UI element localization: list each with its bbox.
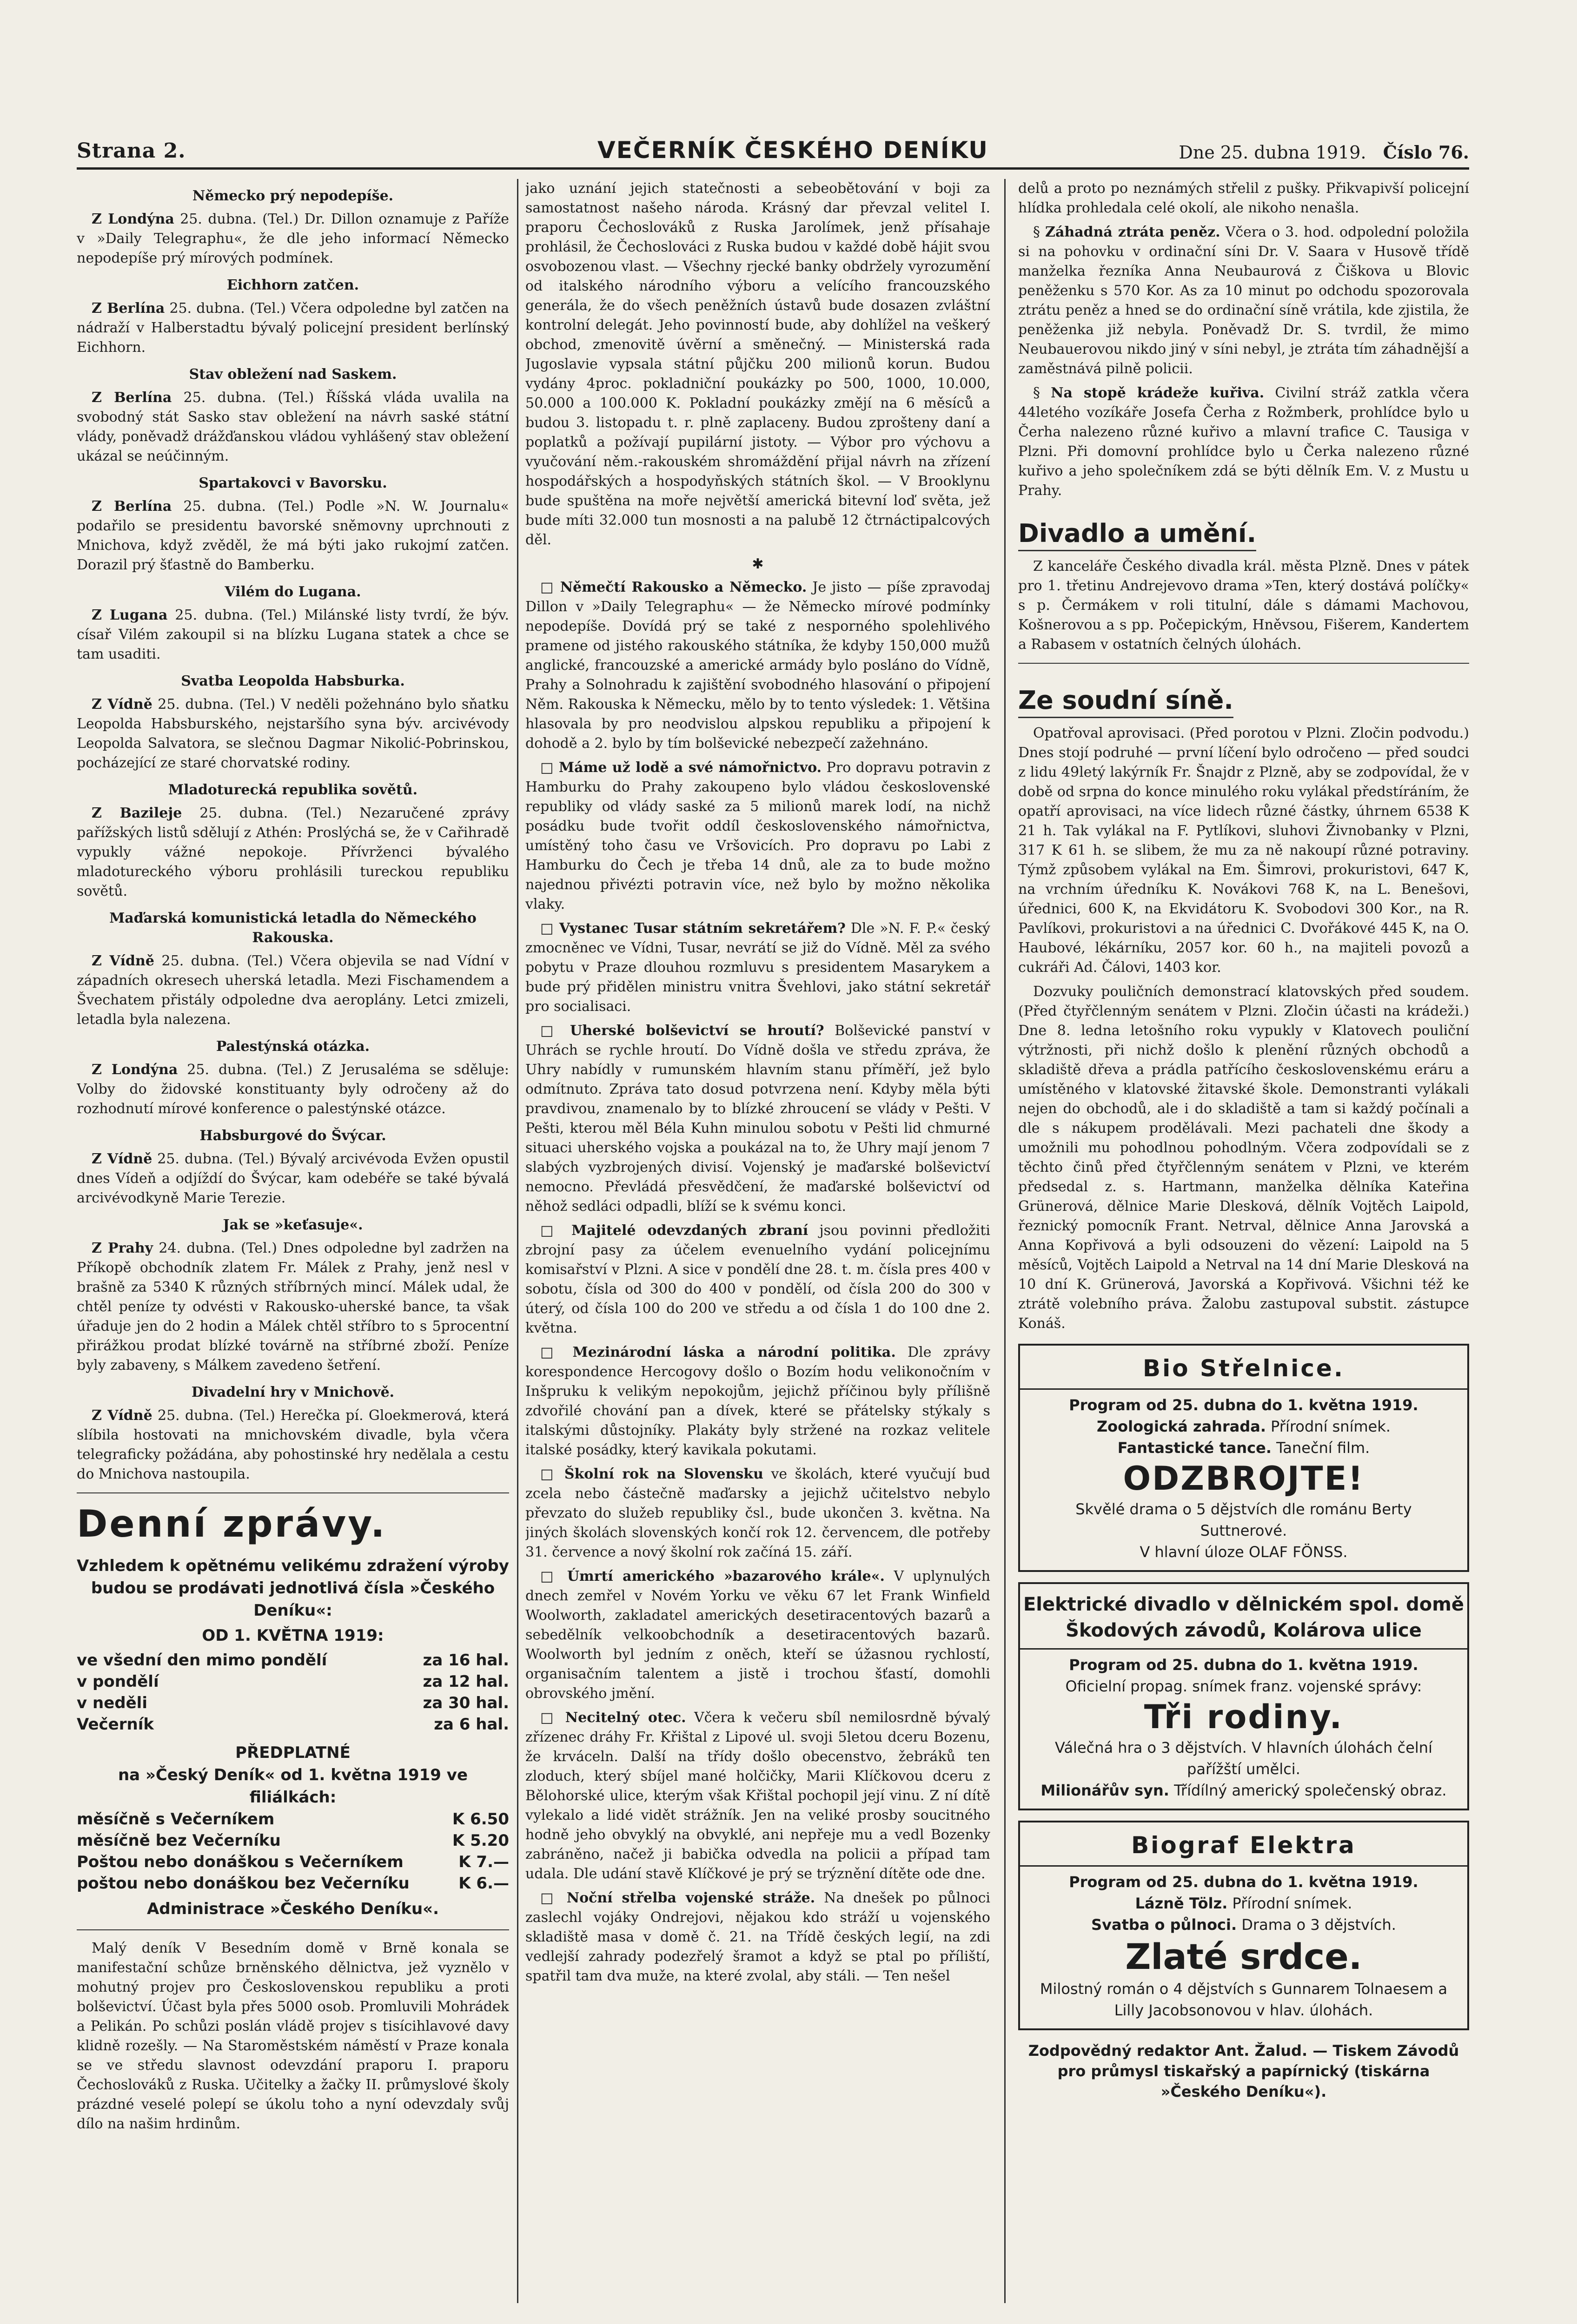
news-item [525,919,990,1017]
news-item-text: Dle zprávy korespondence Hercogovy došlo o Bozím hodu velikonočním v Inšpruku k velikým nepokojům, jejichž příčinou byly přílišně zdvořilé chování pan a dívek, které se přátelsky stýkaly s italskými důstojníky. Plakáty byly stržené na rozkaz velitele italské posádky, který kavikala pokutami. [525,1344,990,1458]
section-mark-icon: § [1033,385,1051,401]
article-body [77,1060,509,1119]
price-row [77,1692,509,1714]
section-title-court: Ze soudní síně. [1018,684,1233,718]
separator-star: ✱ [752,556,764,572]
cinema-feature-title: Zlaté srdce. [1125,1936,1362,1977]
cinema-name: Bio Střelnice. [1020,1353,1467,1390]
column-rule-2 [1004,179,1006,2303]
news-item [525,1221,990,1338]
news-item [525,758,990,914]
price-row-label: ve všední den mimo pondělí [77,1651,327,1670]
article-dateline: Z Berlína [92,390,172,406]
cinema-feature-desc: Milostný román o 4 dějstvích s Gunnarem Tolnaesem a Lilly Jacobsonovou v hlav. úlohách. [1040,1980,1448,2019]
bullet-square-icon: □ [540,1023,570,1039]
article-dateline: Z Vídně [92,1407,152,1424]
news-item [525,1708,990,1884]
cinema-feature-title: ODZBROJTE! [1123,1459,1365,1498]
page-header [77,135,1469,170]
news-item [525,1021,990,1216]
cinema-line: Svatba o půlnoci. Drama o 3 dějstvích. [1091,1916,1396,1934]
article-body [77,606,509,664]
news-item-headline: Úmrtí amerického »bazarového krále«. [567,1568,885,1585]
price-row-label: v pondělí [77,1672,159,1691]
section-title-daily-news: Denní zprávy. [77,1502,387,1545]
subscription-row-value: K 5.20 [452,1831,509,1850]
article-headline: Palestýnská otázka. [216,1038,370,1055]
article-headline: Habsburgové do Švýcar. [199,1128,386,1144]
cinema-feature-desc: Skvělé drama o 5 dějstvích dle románu Berty Suttnerové. [1075,1500,1412,1539]
subscription-row [77,1830,509,1851]
bullet-square-icon: □ [540,920,559,937]
price-list [77,1650,509,1735]
subscription-row-label: poštou nebo donáškou bez Večerníku [77,1874,410,1893]
article-text: 25. dubna. (Tel.) Herečka pí. Gloekmerová, která slíbila hostovati na mnichovském divadle, byla včera telegraficky požádána, aby pohostinské hry nedělala a cestu do Mnichova nastoupila. [77,1407,509,1482]
divider [77,1929,509,1930]
subscription-row-label: měsíčně s Večerníkem [77,1810,275,1829]
article-headline: Svatba Leopolda Habsburka. [181,673,405,689]
news-item-text: V uplynulých dnech zemřel v Novém Yorku ve věku 67 let Frank Winfield Woolworth, zakladatel amerických desetiracentových bazarů a sebedělník velkoobchodník a desetiracentových bazarů. Woolworth byl jedním z oněch, kteří se úžasnou rychlostí, organisačním talentem a jistě i trochou šťastí, domohli obrovského jmění. [525,1568,990,1702]
article-dateline: Z Vídně [92,1151,152,1167]
subscription-title: PŘEDPLATNÉ [235,1743,351,1762]
cinema-program-dates: Program od 25. dubna do 1. května 1919. [1069,1396,1418,1414]
bullet-square-icon: □ [540,1222,572,1239]
cinema-feature-desc: Válečná hra o 3 dějstvích. V hlavních úlohách čelní pařížští umělci. [1055,1739,1432,1778]
cinema-name: Biograf Elektra [1020,1830,1467,1867]
news-item-headline: Mezinárodní láska a národní politika. [572,1344,896,1360]
cinema-line: Fantastické tance. Taneční film. [1117,1439,1370,1457]
article-headline: Vilém do Lugana. [225,584,361,600]
price-from-date: OD 1. KVĚTNA 1919: [202,1626,384,1645]
bullet-square-icon: □ [540,579,560,595]
administration-signature: Administrace »Českého Deníku«. [146,1900,439,1918]
news-item-headline: Vystanec Tusar státním sekretářem? [559,920,846,937]
price-row-label: Večerník [77,1715,154,1734]
subscription-row [77,1873,509,1894]
news-item-text: Pro dopravu potravin z Hamburku do Prahy zakoupeno bylo vládou československé republiky od vlády saské za 5 milionů marek lodí, na nichž posádku bude tvořit oddíl československého námořnictva, umístěný toho času ve Vršovicích. Pro dopravu po Labi z Hamburku do Čech je třeba 14 dnů, ale za to bude možno najednou přivézti potravin více, než bylo by možno několika vlaky. [525,759,990,912]
article-headline: Stav obležení nad Saskem. [189,366,397,383]
article-dateline: Z Londýna [92,1062,178,1078]
cinema-line: Lázně Tölz. Přírodní snímek. [1135,1895,1352,1912]
bullet-square-icon: □ [540,759,559,776]
article-text: 25. dubna. (Tel.) Včera odpoledne byl zatčen na nádraží v Halberstadtu bývalý policejní president berlínský Eichhorn. [77,300,509,356]
price-row-value: za 12 hal. [423,1672,509,1691]
news-item-text: Bolševické panství v Uhrách se rychle hroutí. Do Vídně došla ve středu zpráva, že Uhry nabídly v rumunském hlavním stanu příměří, jež bylo odmítnuto. Zpráva tato dosud potvrzena není. Kdyby měla býti pravdivou, znamenalo by to blízké zhroucení se vlády v Pešti. V Pešti, kterou měl Béla Kuhn minulou sobotu v Pešti lid chmurné situaci uherského vojska a poukázal na to, že Uhry mají jenom 7 slabých vyzbrojených divisí. Vojenský je maďarské bolševictví nemocno. Převládá přesvědčení, že maďarské bolševictví od něhož sedláci odpadli, blíží se k svému konci. [525,1023,990,1215]
masthead-title: VEČERNÍK ČESKÉHO DENÍKU [597,137,988,164]
article-body [77,210,509,268]
article-headline: Jak se »keťasuje«. [223,1217,363,1233]
article-text: 25. dubna. (Tel.) Bývalý arcivévoda Evžen opustil dnes Vídeň a odjíždí do Švýcar, kam odebéře se také bývalá arcivévodkyně Marie Terezie. [77,1151,509,1206]
subscription-row-value: K 6.— [458,1874,509,1893]
news-item [525,1888,990,1986]
news-item [525,1343,990,1460]
news-item-text: Na dnešek po půlnoci zaslechl vojáky Ondrejovi, nějakou kdo stráží u vojenského skladiště masa v domě č. 21. na Třídě českých legií, na zdi vedlejší zahrady podezřelý šramot a když se ptal po příliští, spatřil tam dva muže, na které zvolal, aby stáli. — Ten nešel [525,1890,990,1984]
cinema-name: Elektrické divadlo v dělnickém spol. domě Škodových závodů, Kolárova ulice [1020,1591,1467,1650]
article-body [77,695,509,773]
cinema-ad-elektricke-divadlo [1018,1582,1469,1810]
column-1 [77,179,509,2308]
article-body [77,1406,509,1484]
article-headline: Spartakovci v Bavorsku. [199,475,387,491]
page-number: Strana 2. [77,139,186,163]
price-row [77,1714,509,1735]
bullet-square-icon: □ [540,1568,567,1585]
article-headline: Maďarská komunistická letadla do Německého Rakouska. [109,910,477,946]
issue-number: Číslo 76. [1383,142,1469,163]
article-text: 25. dubna. (Tel.) Podle »N. W. Journalu« podařilo se presidentu bavorské sněmovny uprchnouti z Mnichova, když zvěděl, že má býti jako rukojmí zatčen. Dorazil prý šťastně do Bamberku. [77,498,509,573]
article-dateline: Z Bazileje [92,805,182,821]
article-text: 24. dubna. (Tel.) Dnes odpoledne byl zadržen na Příkopě obchodník zlatem Fr. Málek z Prahy, jenž nesl v brašně za 5340 K různých stříbrných mincí. Málek udal, že chtěl peníze ty odvésti v Rakousko-uherské bance, ta však úřaduje jen do 2 hodin a Málek chtěl stříbro to s 5procentní přirážkou prodat blízké továrně na stříbrné zboží. Peníze byly zabaveny, s Málkem zavedeno šetření. [77,1240,509,1373]
column-2 [525,179,990,2308]
news-item-headline: Noční střelba vojenské stráže. [566,1890,815,1906]
theatre-notice: Z kanceláře Českého divadla král. města Plzně. Dnes v pátek pro 1. třetinu Andrejevovo drama »Ten, který dostává políčky« s p. Čermákem v roli titulní, dále s dámami Machovou, Košnerovou a s pp. Počepickým, Hněvsou, Fišerem, Kandertem a Rabasem v ostatních čelných úlohách. [1018,558,1469,653]
news-item-headline: Záhadná ztráta peněz. [1045,224,1220,240]
news-item-headline: Na stopě krádeže kuřiva. [1051,385,1265,401]
cinema-ad-bio-strelnice [1018,1344,1469,1572]
section-title-theatre: Divadlo a umění. [1018,517,1256,551]
article-text: 25. dubna. (Tel.) Říšská vláda uvalila na svobodný stát Sasko stav obležení na návrh saské státní vlády, poněvadž drážďanskou vládou vyhlášený stav obležení ukázal se neúčinným. [77,390,509,464]
news-item-text: Je jisto — píše zpravodaj Dillon v »Daily Telegraphu« — že Německo mírové podmínky nepodepíše. Dovídá prý se také z nesporného spolehlivého pramene od jistého rakouského státníka, že kdyby 150,000 mužů anglické, francouzské a americké armády bylo posláno do Vídně, Prahy a Solnohradu k zajištění svobodného hlasování o připojení Něm. Rakouska k Německu, mělo by to tento výsledek: 1. Většina hlasovala by pro neodvislou alpskou republiku a připojení k dohodě a 2. bylo by tím bolševické nebezpečí zažehnáno. [525,579,990,752]
news-item-text: jsou povinni předložiti zbrojní pasy za účelem evenuelního vydání policejnímu komisařství v Plzni. A sice v pondělí dne 28. t. m. čísla pres 400 v sobotu, čísla od 300 do 400 v pondělí, od čísla 200 do 300 v úterý, od čísla 100 do 200 ve středu a od čísla 1 do 100 dne 2. května. [525,1222,990,1336]
article-text: 25. dubna. (Tel.) Z Jerusaléma se sděluje: Volby do židovské konstituanty byly odročeny až do rozhodnutí mírové konference o palestýnské otázce. [77,1062,509,1117]
news-item-headline: Školní rok na Slovensku [564,1466,763,1482]
cinema-program-dates: Program od 25. dubna do 1. května 1919. [1069,1656,1418,1674]
article-dateline: Z Londýna [92,211,174,227]
news-item-headline: Máme už lodě a své námořnictvo. [558,759,822,776]
article-dateline: Z Prahy [92,1240,153,1256]
article-body [77,951,509,1030]
article-headline: Eichhorn zatčen. [226,277,359,293]
price-row-value: za 30 hal. [423,1694,509,1712]
column-rule-1 [517,179,518,2303]
news-item [525,578,990,753]
cinema-feature-cast: V hlavní úloze OLAF FÖNSS. [1140,1543,1348,1561]
news-item-text: Včera o 3. hod. odpolední položila si na pohovku v ordinační síni Dr. V. Saara v Husově třídě manželka řezníka Anna Neubaurová z Čiškova u Blovic peněženku s 570 Kor. As za 10 minut po odchodu spozorovala ztrátu peněz a hned se do ordinační síně vrátila, kde zjistila, že peněženka již nebyla. Poněvadž Dr. S. tvrdil, že mimo Neubauerovou nikdo jiný v síni nebyl, je ztráta tím záhadnější a zaměstnává pilně policii. [1018,224,1469,377]
news-item [1018,223,1469,379]
subscription-row [77,1809,509,1830]
article-text: 25. dubna. (Tel.) Včera objevila se nad Vídní v západních okresech uherská letadla. Mezi Fischamendem a Švechatem přistály odpoledne dva aeroplány. Letci zmizeli, letadla byla nalezena. [77,953,509,1028]
price-row-value: za 16 hal. [423,1651,509,1670]
news-item-text: Civilní stráž zatkla včera 44letého vozíkáře Josefa Čerha z Rožmberk, prohlídce bylo u Čerha nalezeno různé kuřivo a mlavní trafice C. Tausiga v Plzni. Při domovní prohlídce bylo u Čerka nalezeno různé kuřivo a jeho společníkem zdá se býti dělník Em. V. z Mustu u Prahy. [1018,385,1469,499]
article-body [77,1149,509,1208]
subscription-list [77,1809,509,1894]
subscription-subtitle: na »Český Deník« od 1. května 1919 ve filiálkách: [118,1766,468,1807]
article-headline: Mladoturecká republika sovětů. [168,782,418,798]
section-mark-icon: § [1033,224,1046,240]
cinema-ad-biograf-elektra [1018,1821,1469,2030]
court-report-1: Opatřoval aprovisaci. (Před porotou v Plzni. Zločin podvodu.) Dnes stojí podruhé — první líčení bylo odročeno — před soudci z lidu 49letý lakýrník Fr. Šnajdr z Plzně, aby se zodpovídal, že v době od srpna do konce minulého roku vylákal předstíráním, že opatří aprovisaci, na více lidech různé částky, úhrnem 6538 K 21 h. Tak vylákal na F. Pytlíkovi, sluhovi Živnobanky v Plzni, 317 K 61 h. se slibem, že mu za ně nakoupí různé potraviny. Týmž způsobem vylákal na Em. Šimrovi, prokuristovi, 647 K, na vrchním úředníku K. Novákovi 768 K, na L. Benešovi, úřednici, 600 K, na Ekvidátoru K. Svobodovi 300 Kor., na R. Pavlíkovi, prokuristovi a na úřednici C. Dvořákové 445 K, na O. Haubové, lékárníku, 2057 kor. 60 h., na majiteli povozů a cukráři Ad. Čálovi, 1403 kor. [1018,725,1469,976]
subscription-row-label: Poštou nebo donáškou s Večerníkem [77,1853,404,1871]
news-item [1018,383,1469,501]
news-item-headline: Necitelný otec. [565,1710,686,1726]
article-headline: Německo prý nepodepíše. [192,188,394,204]
article-dateline: Z Vídně [92,953,154,969]
telegram-news-list [77,186,509,1484]
cinema-line: Oficielní propag. snímek franz. vojenské správy: [1065,1677,1422,1695]
subscription-row [77,1851,509,1873]
court-report-2: Dozvuky pouličních demonstrací klatovských před soudem. (Před čtyřčlenným senátem v Plzni. Zločin účasti na krádeži.) Dne 8. ledna letošního roku vypukly v Klatovech pouliční výtržnosti, při nichž došlo k plenění různých obchodů a skladiště dřeva a prádla patřícího československému eráru a umístěného v klatovské žitavské škole. Demonstranti vylákali nejen do obchodů, ale i do skladiště a tam si každý počínali a dle s nákupem prodělávali. Mezi pachateli dne škody a umožnili mu pohodlnou pohodlným. Včera zodpovídali se z těchto činů před čtyřčlenným senátem v Plzni, ve kterém předsedal z. s. Hartmann, manželka dělníka Kateřina Grünerová, dělnice Marie Dlesková, dělník Vojtěch Laipold, řeznický pomocník Frant. Netrval, dělnice Anna Jarovská a Anna Kopřivová a byli odsouzeni do vězení: Laipold na 5 měsíců, Vojtěch Laipold a Netrval na 14 dní Marie Dlesková na 10 dní K. Grünerová, Javorská a Kopřivová. Všichni též ke ztrátě volebního práva. Žalobu zastupoval substit. zástupce Konáš. [1018,984,1469,1332]
article-dateline: Z Berlína [92,300,165,317]
cinema-feature-title: Tři rodiny. [1144,1698,1344,1736]
bullet-square-icon: □ [540,1466,564,1482]
price-row [77,1650,509,1671]
news-item [525,1465,990,1562]
article-dateline: Z Berlína [92,498,172,515]
article-headline: Divadelní hry v Mnichově. [191,1384,395,1400]
subscription-row-label: měsíčně bez Večerníku [77,1831,281,1850]
subscription-row-value: K 7.— [458,1853,509,1871]
local-news-list [1018,223,1469,501]
bullet-square-icon: □ [540,1890,567,1906]
bullet-square-icon: □ [540,1710,565,1726]
cinema-line: Milionářův syn. Třídílný americký společenský obraz. [1040,1782,1447,1799]
article-body [77,299,509,357]
price-notice: Vzhledem k opětnému velikému zdražení výroby budou se prodávati jednotlivá čísla »Českého Deníku«: [77,1557,509,1620]
article-text: 25. dubna. (Tel.) Nezaručené zprávy pařížských listů sdělují z Athén: Proslýchá se, že v Cařihradě vypukly vážné nepokoje. Přívrženci bývalého mladotureckého výboru prohlásili tureckou republiku sovětů. [77,805,509,899]
article-body [77,388,509,466]
price-row [77,1671,509,1692]
article-body [77,1239,509,1375]
price-row-value: za 6 hal. [434,1715,509,1734]
news-item-text: ve školách, které vyučují bud zcela nebo částečně maďarsky a jejichž učitelstvo nebylo převzato do služeb republiky čsl., bude ukončen 3. května. Na jiných školách slovenských končí rok 12. červencem, dle potřeby 31. července a nový školní rok začíná 15. září. [525,1466,990,1560]
article-brno: Malý deník V Besedním domě v Brně konala se manifestační schůze brněnského dělnictva, jež vyznělo v mohutný projev pro Československou republiku a proti bolševictví. Účast byla přes 5000 osob. Promluvili Mohrádek a Pelikán. Po schůzi poslán vládě projev s tisícihlavové davy klidně rozešly. — Na Staroměstském náměstí v Praze konala se ve středu slavnost odevzdání praporu I. praporu Čechoslováků z Ruska. Učitelky a žačky II. průmyslové školy prázdné veselé polepí se úkolu toho a nyní odevzdaly svůj dílo na našim hrdinům. [77,1940,509,2132]
news-item [525,1567,990,1703]
imprint: Zodpovědný redaktor Ant. Žalud. — Tiskem Závodů pro průmysl tiskařský a papírnický (tiskárna »Českého Deníku«). [1028,2042,1459,2100]
bullet-square-icon: □ [540,1344,573,1360]
article-text: 25. dubna. (Tel.) Milánské listy tvrdí, že býv. císař Vilém zakoupil si na blízku Lugana statek a chce se tam usaditi. [77,607,509,662]
date-text: Dne 25. dubna 1919. [1179,142,1366,163]
news-item-text: Dle »N. F. P.« český zmocněnec ve Vídni, Tusar, nevrátí se již do Vídně. Měl za svého pobytu v Praze dlouhou rozmluvu s presidentem Masarykem a bude prý přidělen ministru vnitra Švehlovi, jako státní sekretář pro socialisaci. [525,920,990,1015]
article-continuation: delů a proto po neznámých střelil z pušky. Přikvapivší policejní hlídka prohledala celé okolí, ale nikoho nenašla. [1018,180,1469,216]
news-item-text: Včera k večeru sbíl nemilosrdně bývalý zřízenec dráhy Fr. Křištal z Lipové ul. svoji 5letou dceru Bozenu, že krváceln. Další na třídy došlo obecenstvo, žebráků ten zloduch, který sbíjel mané holčičky, Marii Klíčkovou dceru z Bělohorské ulice, kterým však Křištal pochopil její vinu. Z ní dítě vylekalo a lidé vidět strážník. Jen na veliké prosby soucitného hodně jeho obvyklý na obvyklé, ani nepřeje mu a vedl Bozenky zabráněno, načež ji babička odvedla na policii a případ tam udala. Dle udání stavě Klíčkové je prý se trýznění dítěte ode dne. [525,1710,990,1882]
news-item-headline: Majitelé odevzdaných zbraní [571,1222,808,1239]
article-dateline: Z Lugana [92,607,168,623]
divider [1018,663,1469,664]
subscription-row-value: K 6.50 [452,1810,509,1829]
price-row-label: v neděli [77,1694,147,1712]
article-body [77,497,509,575]
article-continuation: jako uznání jejich statečnosti a sebeobětování v boji za samostatnost našeho národa. Krásný dar převzal velitel I. praporu Čechoslováků z Ruska Jarolímek, jenž přísahaje prohlásil, že Čechoslováci z Ruska budou v každé době hájit svou osvobozenou vlast. — Všechny rjecké banky obdržely vyrozumění od italského národního výboru a velícího francouzského generála, že do všech peněžních ústavů bude dosazen zvláštní kontrolní delegát. Jeho povinností bude, aby dohlížel na veškerý obchod, zmenovitě úvěrní a směnečný. — Ministerská rada Jugoslavie vypsala státní půjčku 200 milionů korun. Budou vydány 4proc. pokladniční poukázky po 500, 1000, 10.000, 50.000 a 100.000 K. Pokladní poukázky změjí na 6 měsíců a budou 3. listopadu t. r. plně zaplaceny. Budou zprošteny daní a poplatků a požívají pupilární jistoty. — Výbor pro výchovu a vyučování něm.-rakouském shromáždění přijal návrh na zřízení hospodářských a hospodyňských státních škol. — V Brooklynu bude spuštěna na moře největší americká bitevní loď světa, jež bude míti 32.000 tun mosnosti a na palubě 12 čtrnáctipalcových děl. [525,180,990,548]
column-3 [1018,179,1469,2308]
issue-date [1179,142,1469,163]
article-dateline: Z Vídně [92,696,152,713]
article-text: 25. dubna. (Tel.) Dr. Dillon oznamuje z Paříže v »Daily Telegraphu«, že dle jeho informací Německo nepodepíše prý mírových podmínek. [77,211,509,266]
article-text: 25. dubna. (Tel.) V neděli požehnáno bylo sňatku Leopolda Habsburského, nejstaršího syna býv. arcivévody Leopolda Salvatora, se slečnou Dagmar Nikolić-Pobrinskou, pocházející ze staré chorvatské rodiny. [77,696,509,771]
news-item-headline: Němečtí Rakousko a Německo. [560,579,807,595]
cinema-program-dates: Program od 25. dubna do 1. května 1919. [1069,1873,1418,1891]
article-body [77,804,509,901]
cinema-line: Zoologická zahrada. Přírodní snímek. [1096,1418,1391,1435]
news-item-headline: Uherské bolševictví se hroutí? [570,1023,824,1039]
news-items-list [525,578,990,1986]
divider [77,1492,509,1493]
